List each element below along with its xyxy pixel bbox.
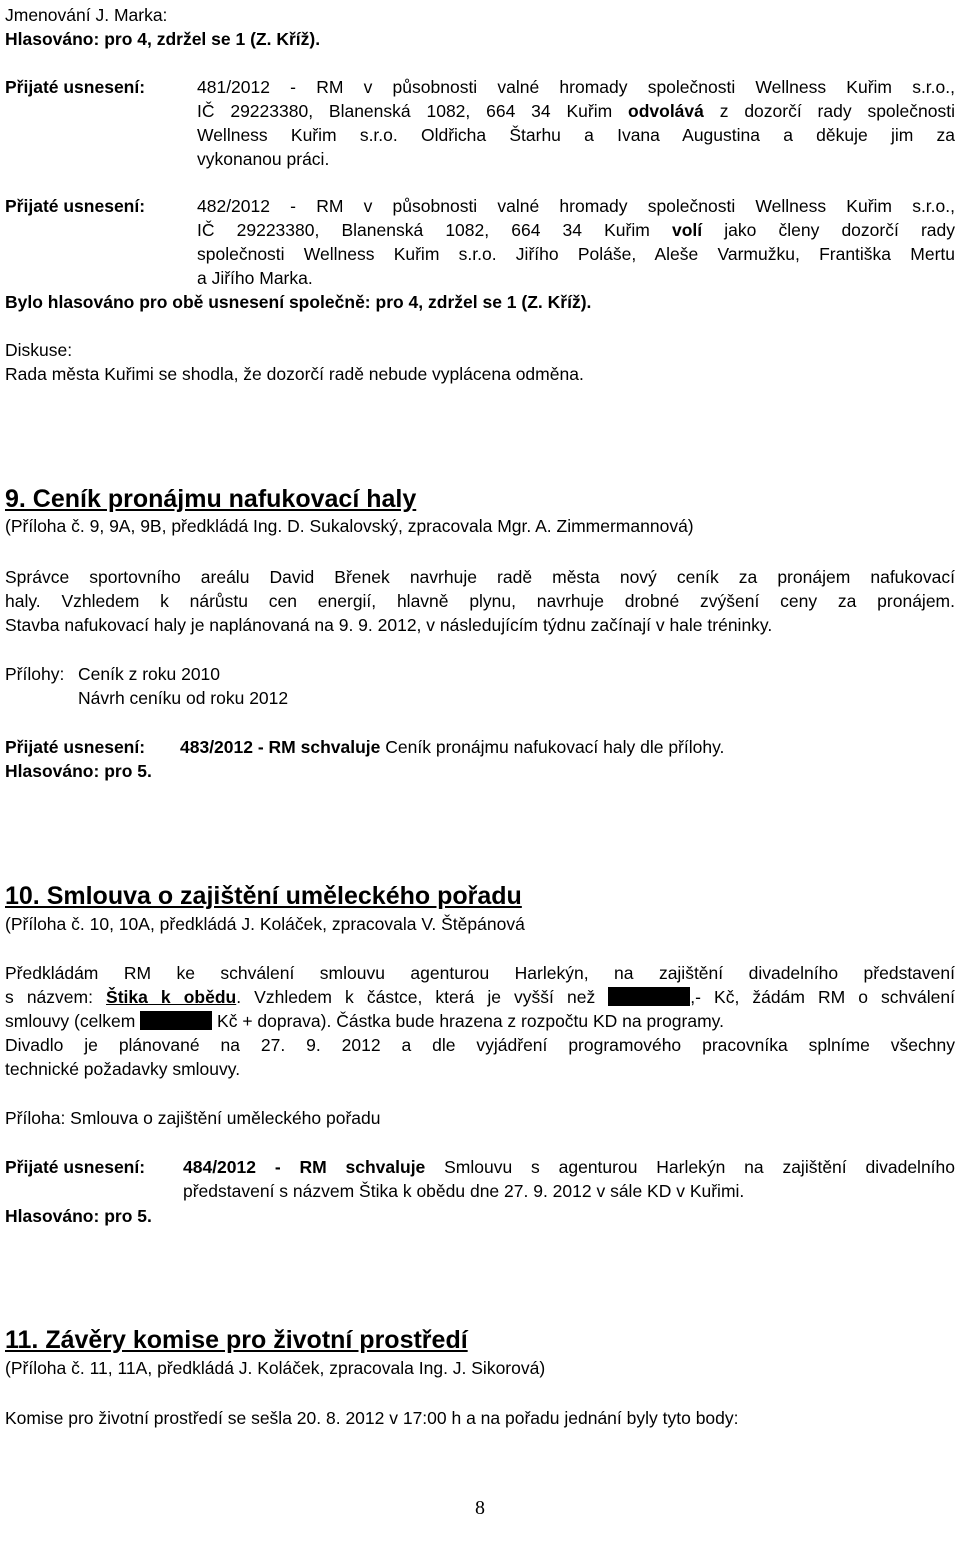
resolution-number: 484/2012 - RM schvaluje xyxy=(183,1157,426,1177)
text: Předkládám RM ke schválení smlouvu agenturou Harlekýn, na zajištění divadelního představení xyxy=(5,963,955,983)
resolution-label: Přijaté usnesení: xyxy=(5,737,146,757)
resolution-482 xyxy=(5,194,955,290)
text: 481/2012 - RM v působnosti valné hromady společnosti Wellness Kuřim s.r.o., xyxy=(197,77,955,97)
resolution-text-line xyxy=(197,242,955,266)
resolution-481 xyxy=(5,75,955,171)
text: jako členy dozorčí rady xyxy=(702,220,956,240)
section-9-subtitle: (Příloha č. 9, 9A, 9B, předkládá Ing. D. Sukalovský, zpracovala Mgr. A. Zimmermannová) xyxy=(5,516,694,536)
page-number: 8 xyxy=(475,1497,485,1519)
text: Kč + doprava). Částka bude hrazena z rozpočtu KD na programy. xyxy=(212,1011,724,1031)
performance-title: Štika k obědu xyxy=(106,987,237,1007)
text: haly. Vzhledem k nárůstu cen energií, hlavně plynu, navrhuje drobné zvýšení ceny za pronájem. xyxy=(5,591,955,611)
text: společnosti Wellness Kuřim s.r.o. Jiřího Poláše, Aleše Varmužku, Františka Mertu xyxy=(197,244,955,264)
paragraph-line xyxy=(5,1009,955,1033)
section-11-paragraph: Komise pro životní prostředí se sešla 20. 8. 2012 v 17:00 h a na pořadu jednání byly tyto body: xyxy=(5,1408,739,1428)
vote-result: Hlasováno: pro 5. xyxy=(5,1206,152,1226)
section-11-subtitle: (Příloha č. 11, 11A, předkládá J. Koláček, zpracovala Ing. J. Sikorová) xyxy=(5,1358,546,1378)
vote-result: Hlasováno: pro 4, zdržel se 1 (Z. Kříž). xyxy=(5,29,321,49)
text: Wellness Kuřim s.r.o. Oldřicha Štarhu a Ivana Augustina a děkuje jim za xyxy=(197,125,955,145)
paragraph-line xyxy=(5,961,955,985)
paragraph-line: technické požadavky smlouvy. xyxy=(5,1059,241,1079)
paragraph-line xyxy=(5,985,955,1009)
resolution-text-line xyxy=(197,99,955,123)
keyword: volí xyxy=(671,220,703,240)
section-11-heading: 11. Závěry komise pro životní prostředí xyxy=(5,1326,468,1354)
resolution-484 xyxy=(5,1155,955,1203)
text: Správce sportovního areálu David Břenek navrhuje radě města nový ceník za pronájem nafukovací xyxy=(5,567,955,587)
vote-result: Hlasováno: pro 5. xyxy=(5,761,152,781)
redacted-amount xyxy=(608,987,690,1006)
section-10-heading: 10. Smlouva o zajištění uměleckého pořadu xyxy=(5,882,522,910)
resolution-label: Přijaté usnesení: xyxy=(5,196,146,216)
resolution-label: Přijaté usnesení: xyxy=(5,1157,146,1177)
text: smlouvy (celkem xyxy=(5,1011,141,1031)
attachment-item: Návrh ceníku od roku 2012 xyxy=(78,688,289,708)
resolution-text-line xyxy=(197,75,955,99)
text: Divadlo je plánované na 27. 9. 2012 a dle vyjádření programového pracovníka splníme všechny xyxy=(5,1035,955,1055)
section-10-attachment: Příloha: Smlouva o zajištění uměleckého pořadu xyxy=(5,1108,381,1128)
resolution-text-line xyxy=(183,1155,955,1179)
section-9-heading: 9. Ceník pronájmu nafukovací haly xyxy=(5,485,417,513)
discussion-text: Rada města Kuřimi se shodla, že dozorčí radě nebude vyplácena odměna. xyxy=(5,364,584,384)
keyword: odvolává xyxy=(628,101,704,121)
discussion-label: Diskuse: xyxy=(5,340,73,360)
resolution-label: Přijaté usnesení: xyxy=(5,77,146,97)
text: IČ 29223380, Blanenská 1082, 664 34 Kuřim xyxy=(197,101,629,121)
resolution-text-line: vykonanou práci. xyxy=(197,149,330,169)
resolution-483 xyxy=(5,735,960,759)
section-9-attachments xyxy=(5,662,960,710)
appointment-label: Jmenování J. Marka: xyxy=(5,5,168,25)
text: Smlouvu s agenturou Harlekýn na zajištění divadelního xyxy=(425,1157,955,1177)
resolution-text-line xyxy=(197,218,955,242)
redacted-amount xyxy=(140,1011,212,1030)
resolution-text-line: a Jiřího Marka. xyxy=(197,268,313,288)
attachments-label: Přílohy: xyxy=(5,664,65,684)
resolution-number: 483/2012 - RM schvaluje xyxy=(180,737,381,757)
section-9-paragraph xyxy=(5,565,955,637)
text: 482/2012 - RM v působnosti valné hromady společnosti Wellness Kuřim s.r.o., xyxy=(197,196,955,216)
text: ,- Kč, žádám RM o schválení xyxy=(690,987,955,1007)
paragraph-line xyxy=(5,565,955,589)
text: . Vzhledem k částce, která je vyšší než xyxy=(236,987,609,1007)
paragraph-line: Stavba nafukovací haly je naplánovaná na 9. 9. 2012, v následujícím týdnu začínají v hale tréninky. xyxy=(5,615,773,635)
resolution-text-line xyxy=(197,123,955,147)
text: s názvem: xyxy=(5,987,107,1007)
paragraph-line xyxy=(5,589,955,613)
text: IČ 29223380, Blanenská 1082, 664 34 Kuřim xyxy=(197,220,672,240)
attachment-item: Ceník z roku 2010 xyxy=(78,664,221,684)
text: z dozorčí rady společnosti xyxy=(703,101,955,121)
vote-both: Bylo hlasováno pro obě usnesení společně: pro 4, zdržel se 1 (Z. Kříž). xyxy=(5,292,592,312)
resolution-text-line xyxy=(197,194,955,218)
section-10-paragraph xyxy=(5,961,955,1081)
section-10-subtitle: (Příloha č. 10, 10A, předkládá J. Koláček, zpracovala V. Štěpánová xyxy=(5,914,525,934)
resolution-text: Ceník pronájmu nafukovací haly dle přílohy. xyxy=(380,737,725,757)
paragraph-line xyxy=(5,1033,955,1057)
resolution-text-line: představení s názvem Štika k obědu dne 27. 9. 2012 v sále KD v Kuřimi. xyxy=(183,1181,745,1201)
